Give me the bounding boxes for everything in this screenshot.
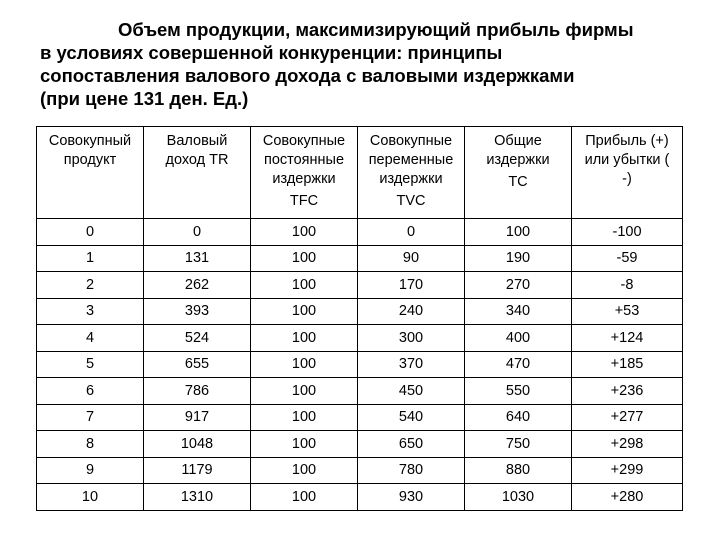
table-cell: 1 bbox=[37, 245, 144, 272]
header-text: издержки bbox=[379, 171, 443, 187]
table-cell: 540 bbox=[358, 404, 465, 431]
header-text: доход TR bbox=[165, 152, 229, 168]
table-cell: 930 bbox=[358, 484, 465, 511]
table-cell: 100 bbox=[251, 298, 358, 325]
table-cell: 300 bbox=[358, 325, 465, 352]
table-row bbox=[37, 378, 683, 405]
table-cell: 370 bbox=[358, 351, 465, 378]
table-cell: 100 bbox=[251, 404, 358, 431]
table-cell: -8 bbox=[572, 272, 683, 299]
header-profit-loss bbox=[572, 127, 683, 219]
header-text: Общие bbox=[494, 133, 542, 149]
header-text: издержки bbox=[272, 171, 336, 187]
table-row bbox=[37, 298, 683, 325]
header-text: Валовый bbox=[166, 133, 228, 149]
header-fixed-costs bbox=[251, 127, 358, 219]
header-row bbox=[37, 127, 683, 219]
table-cell: 470 bbox=[465, 351, 572, 378]
header-abbr: TC bbox=[508, 174, 528, 190]
table-cell: 131 bbox=[144, 245, 251, 272]
table-cell: 262 bbox=[144, 272, 251, 299]
table-cell: 640 bbox=[465, 404, 572, 431]
table-cell: 750 bbox=[465, 431, 572, 458]
table-cell: +277 bbox=[572, 404, 683, 431]
table-cell: 400 bbox=[465, 325, 572, 352]
table-cell: 1048 bbox=[144, 431, 251, 458]
table-cell: 2 bbox=[37, 272, 144, 299]
table-cell: 0 bbox=[144, 219, 251, 246]
header-total-product bbox=[37, 127, 144, 219]
header-text: Совокупный bbox=[48, 133, 132, 149]
table-cell: 170 bbox=[358, 272, 465, 299]
table-cell: 655 bbox=[144, 351, 251, 378]
table-cell: 1030 bbox=[465, 484, 572, 511]
header-text: постоянные bbox=[263, 152, 345, 168]
title-line-4: (при цене 131 ден. Ед.) bbox=[40, 88, 249, 109]
table-cell: 100 bbox=[251, 351, 358, 378]
table-cell: 100 bbox=[251, 272, 358, 299]
title-line-3: сопоставления валового дохода с валовыми издержками bbox=[40, 65, 575, 86]
table-cell: 190 bbox=[465, 245, 572, 272]
table-cell: +124 bbox=[572, 325, 683, 352]
table-cell: -59 bbox=[572, 245, 683, 272]
table-cell: 10 bbox=[37, 484, 144, 511]
table-cell: 100 bbox=[251, 431, 358, 458]
table-cell: 90 bbox=[358, 245, 465, 272]
table-cell: 550 bbox=[465, 378, 572, 405]
table-cell: 100 bbox=[251, 325, 358, 352]
table-cell: 6 bbox=[37, 378, 144, 405]
header-text: продукт bbox=[63, 152, 117, 168]
table-cell: 9 bbox=[37, 457, 144, 484]
header-text: издержки bbox=[486, 152, 550, 168]
title-line-1: Объем продукции, максимизирующий прибыль фирмы bbox=[118, 19, 634, 40]
table-row bbox=[37, 245, 683, 272]
table-row bbox=[37, 219, 683, 246]
table-row bbox=[37, 457, 683, 484]
profit-table bbox=[36, 126, 683, 511]
table-row bbox=[37, 325, 683, 352]
table-cell: 100 bbox=[251, 245, 358, 272]
table-cell: 0 bbox=[358, 219, 465, 246]
table-cell: 3 bbox=[37, 298, 144, 325]
title-line-2: в условиях совершенной конкуренции: принципы bbox=[40, 42, 503, 63]
table-cell: 100 bbox=[251, 219, 358, 246]
header-text: Совокупные bbox=[369, 133, 453, 149]
table-cell: 524 bbox=[144, 325, 251, 352]
table-cell: 8 bbox=[37, 431, 144, 458]
table-cell: 780 bbox=[358, 457, 465, 484]
header-text: Прибыль (+) bbox=[585, 133, 669, 149]
table-cell: 786 bbox=[144, 378, 251, 405]
table-cell: 917 bbox=[144, 404, 251, 431]
table-cell: 0 bbox=[37, 219, 144, 246]
header-total-costs bbox=[465, 127, 572, 219]
table-cell: +53 bbox=[572, 298, 683, 325]
table-cell: +298 bbox=[572, 431, 683, 458]
header-total-revenue bbox=[144, 127, 251, 219]
table-cell: 7 bbox=[37, 404, 144, 431]
header-abbr: TVC bbox=[396, 193, 426, 209]
table-row bbox=[37, 272, 683, 299]
table-cell: 5 bbox=[37, 351, 144, 378]
table-cell: 450 bbox=[358, 378, 465, 405]
header-text: Совокупные bbox=[262, 133, 346, 149]
table-cell: +185 bbox=[572, 351, 683, 378]
header-text: переменные bbox=[368, 152, 454, 168]
table-cell: 880 bbox=[465, 457, 572, 484]
header-abbr: TFC bbox=[289, 193, 319, 209]
table-cell: +299 bbox=[572, 457, 683, 484]
table-cell: +280 bbox=[572, 484, 683, 511]
header-text: -) bbox=[622, 171, 632, 187]
table-cell: 340 bbox=[465, 298, 572, 325]
header-variable-costs bbox=[358, 127, 465, 219]
table-cell: 100 bbox=[251, 484, 358, 511]
table-cell: 100 bbox=[251, 457, 358, 484]
table-row bbox=[37, 351, 683, 378]
table-cell: 240 bbox=[358, 298, 465, 325]
table-cell: -100 bbox=[572, 219, 683, 246]
table-cell: 1179 bbox=[144, 457, 251, 484]
page-title bbox=[40, 18, 700, 110]
table-cell: 393 bbox=[144, 298, 251, 325]
table-cell: 650 bbox=[358, 431, 465, 458]
table-cell: +236 bbox=[572, 378, 683, 405]
table-cell: 4 bbox=[37, 325, 144, 352]
table-row bbox=[37, 431, 683, 458]
table-cell: 270 bbox=[465, 272, 572, 299]
table-row bbox=[37, 484, 683, 511]
table-cell: 100 bbox=[251, 378, 358, 405]
header-text: или убытки ( bbox=[584, 152, 670, 168]
table-cell: 1310 bbox=[144, 484, 251, 511]
table-row bbox=[37, 404, 683, 431]
table-cell: 100 bbox=[465, 219, 572, 246]
